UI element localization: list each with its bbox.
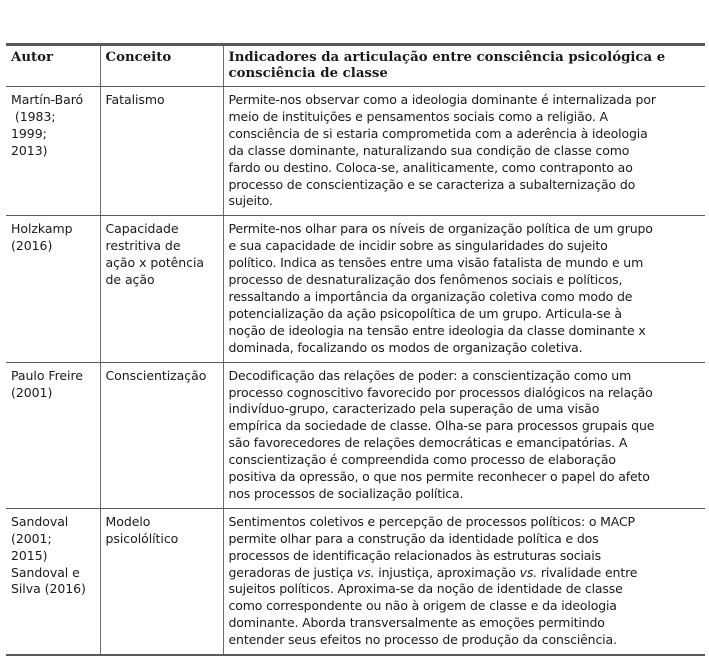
cell-line: entender seus efeitos no processo de produção da consciência. <box>228 632 617 648</box>
cell-conceito <box>100 508 223 655</box>
cell-line: sujeitos políticos. Aproxima-se da noção de identidade de classe <box>228 581 623 597</box>
cell-conceito <box>100 87 223 216</box>
cell-line: dominada, focalizando os modos de organização coletiva. <box>228 339 583 355</box>
cell-line: indivíduo-grupo, caracterizado pela superação de uma visão <box>228 401 600 417</box>
header-indicadores <box>223 45 705 87</box>
cell-line: de ação <box>105 272 155 288</box>
table-header <box>6 45 705 87</box>
text-run: injustiça, aproximação <box>374 564 520 580</box>
cell-line: 1999; <box>11 125 47 141</box>
cell-line: psicolólítico <box>105 530 179 546</box>
cell-line: sujeito. <box>228 193 273 209</box>
cell-line: meio de instituições e pensamentos sociais como a religião. A <box>228 108 608 124</box>
cell-line: da classe dominante, naturalizando sua condição de classe como <box>228 142 630 158</box>
table-row <box>6 508 705 655</box>
concepts-table <box>6 43 705 656</box>
cell-indicadores <box>223 216 705 362</box>
cell-line: como correspondente ou não à origem de classe e da ideologia <box>228 598 617 614</box>
cell-line: Modelo <box>105 513 151 529</box>
header-indicadores-line: Indicadores da articulação entre consciência psicológica e <box>228 50 666 65</box>
cell-line: processo de desnaturalização dos fenômenos sociais e políticos, <box>228 272 623 288</box>
table-row <box>6 362 705 508</box>
cell-line: restritiva de <box>105 238 181 254</box>
cell-indicadores <box>223 87 705 216</box>
header-autor: Autor <box>6 45 100 87</box>
cell-line: permite olhar para a construção da identidade política e dos <box>228 530 599 546</box>
cell-line: fardo ou destino. Coloca-se, analiticamente, como contraponto ao <box>228 159 633 175</box>
italic-vs: vs. <box>519 564 538 580</box>
cell-line: Silva (2016) <box>11 581 86 597</box>
table-row <box>6 216 705 362</box>
cell-line: e sua capacidade de incidir sobre as singularidades do sujeito <box>228 238 608 254</box>
text-run: geradoras de justiça <box>228 564 358 580</box>
cell-line: 2013) <box>11 142 48 158</box>
cell-line: (1983; <box>11 108 56 124</box>
cell-line: processo cognoscitivo favorecido por processos dialógicos na relação <box>228 384 653 400</box>
cell-line: positiva da opressão, o que nos permite reconhecer o papel do afeto <box>228 469 650 485</box>
cell-line: Holzkamp <box>11 221 73 237</box>
cell-line: Decodificação das relações de poder: a conscientização como um <box>228 367 632 383</box>
cell-autor <box>6 87 100 216</box>
cell-line: nos processos de socialização política. <box>228 485 464 501</box>
cell-line: Paulo Freire <box>11 367 83 383</box>
text-run: rivalidade entre <box>537 564 638 580</box>
cell-line: (2016) <box>11 238 53 254</box>
cell-line: noção de ideologia na tensão entre ideologia da classe dominante x <box>228 322 646 338</box>
table-row <box>6 87 705 216</box>
cell-line: potencialização da ação psicopolítica de um grupo. Articula-se à <box>228 305 622 321</box>
cell-line: Permite-nos observar como a ideologia dominante é internalizada por <box>228 92 656 107</box>
cell-conceito <box>100 216 223 362</box>
cell-line: (2001) <box>11 384 53 400</box>
cell-conceito <box>100 362 223 508</box>
cell-line: dominante. Aborda transversalmente as emoções permitindo <box>228 615 605 631</box>
cell-line: são favorecedores de relações democráticas e emancipatórias. A <box>228 435 628 451</box>
cell-line: Capacidade <box>105 221 179 237</box>
header-indicadores-line: consciência de classe <box>228 66 388 81</box>
cell-line: Permite-nos olhar para os níveis de organização política de um grupo <box>228 221 653 237</box>
italic-vs: vs. <box>357 564 375 580</box>
cell-line: Sentimentos coletivos e percepção de processos políticos: o MACP <box>228 513 635 529</box>
cell-line: Sandoval e <box>11 564 80 580</box>
cell-line: Fatalismo <box>105 92 165 107</box>
cell-line <box>229 565 703 582</box>
cell-line: conscientização é compreendida como processo de elaboração <box>228 452 616 468</box>
cell-line: (2001; <box>11 530 52 546</box>
cell-line: político. Indica as tensões entre uma visão fatalista de mundo e um <box>228 255 644 271</box>
cell-indicadores <box>223 362 705 508</box>
cell-autor <box>6 508 100 655</box>
cell-line: Sandoval <box>11 513 69 529</box>
cell-line: processos de identificação relacionados às estruturas sociais <box>228 547 601 563</box>
cell-autor <box>6 362 100 508</box>
cell-autor <box>6 216 100 362</box>
cell-line: ressaltando a importância da organização coletiva como modo de <box>228 288 633 304</box>
cell-indicadores <box>223 508 705 655</box>
cell-line: ação x potência <box>105 255 205 271</box>
header-conceito: Conceito <box>100 45 223 87</box>
cell-line: Conscientização <box>105 367 207 383</box>
cell-line: consciência de si estaria comprometida com a aderência à ideologia <box>228 125 648 141</box>
cell-line: processo de conscientização e se caracteriza a subalternização do <box>228 176 636 192</box>
cell-line: empírica da sociedade de classe. Olha-se para processos grupais que <box>228 418 655 434</box>
cell-line: 2015) <box>11 547 48 563</box>
cell-line: Martín-Baró <box>11 92 84 107</box>
